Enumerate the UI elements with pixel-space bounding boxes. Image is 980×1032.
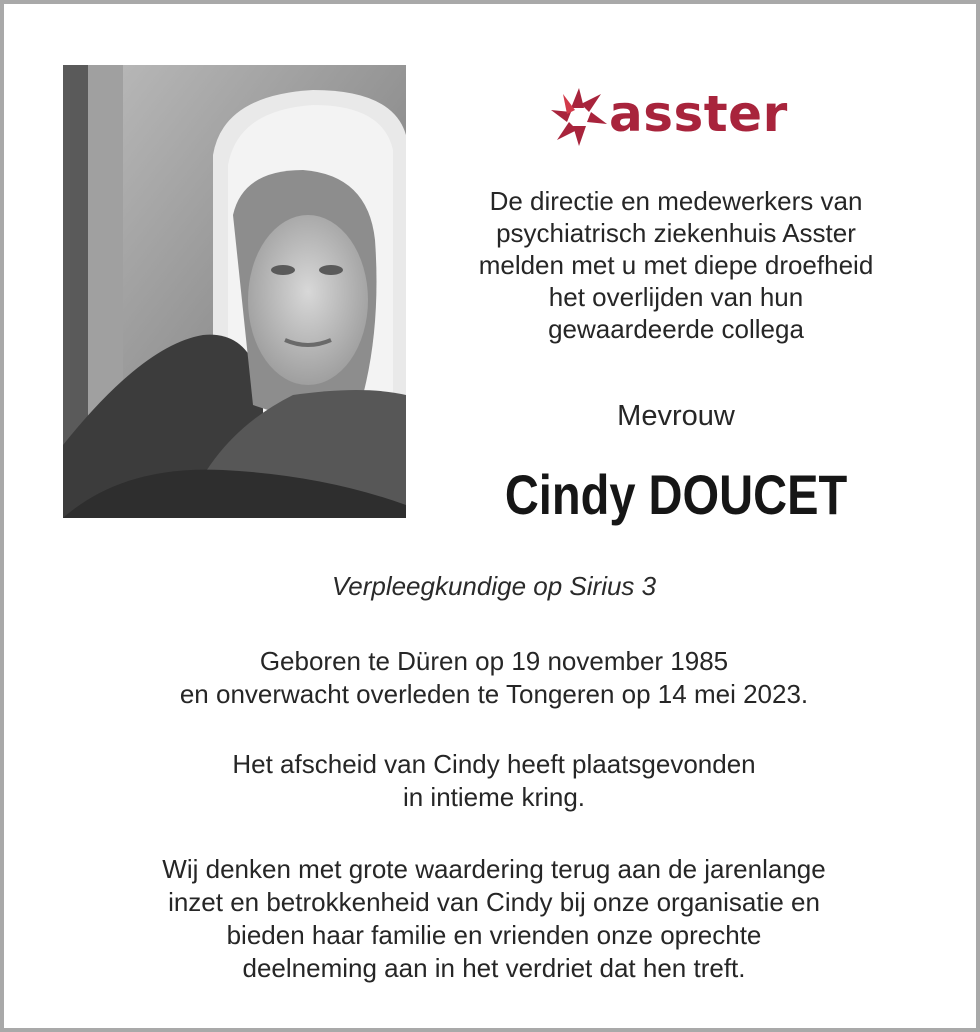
closing-line: deelneming aan in het verdriet dat hen treft.	[242, 953, 746, 983]
job-title: Verpleegkundige op Sirius 3	[331, 571, 657, 601]
asster-logo	[549, 86, 809, 150]
star-icon	[549, 86, 609, 148]
announcement-intro	[424, 185, 928, 345]
farewell-notice	[4, 748, 980, 814]
closing-line: Wij denken met grote waardering terug aan de jarenlange	[162, 854, 826, 884]
detail-line: Geboren te Düren op 19 november 1985	[259, 646, 729, 676]
closing-line: inzet en betrokkenheid van Cindy bij onze organisatie en	[168, 887, 820, 917]
intro-line: het overlijden van hun	[548, 282, 804, 312]
portrait-image	[63, 65, 406, 518]
salutation: Mevrouw	[617, 400, 735, 432]
farewell-line: Het afscheid van Cindy heeft plaatsgevonden	[232, 749, 756, 779]
closing-message	[4, 853, 980, 985]
logo-wordmark: asster	[609, 85, 788, 143]
portrait-photo	[63, 65, 406, 518]
intro-line: De directie en medewerkers van	[489, 186, 863, 216]
intro-line: psychiatrisch ziekenhuis Asster	[496, 218, 856, 248]
intro-line: gewaardeerde collega	[548, 314, 804, 344]
deceased-name: Cindy DOUCET	[504, 463, 848, 526]
intro-line: melden met u met diepe droefheid	[478, 250, 874, 280]
birth-death-details	[4, 645, 980, 711]
farewell-line: in intieme kring.	[402, 782, 586, 812]
detail-line: en onverwacht overleden te Tongeren op 14 mei 2023.	[179, 679, 809, 709]
closing-line: bieden haar familie en vrienden onze oprechte	[226, 920, 762, 950]
